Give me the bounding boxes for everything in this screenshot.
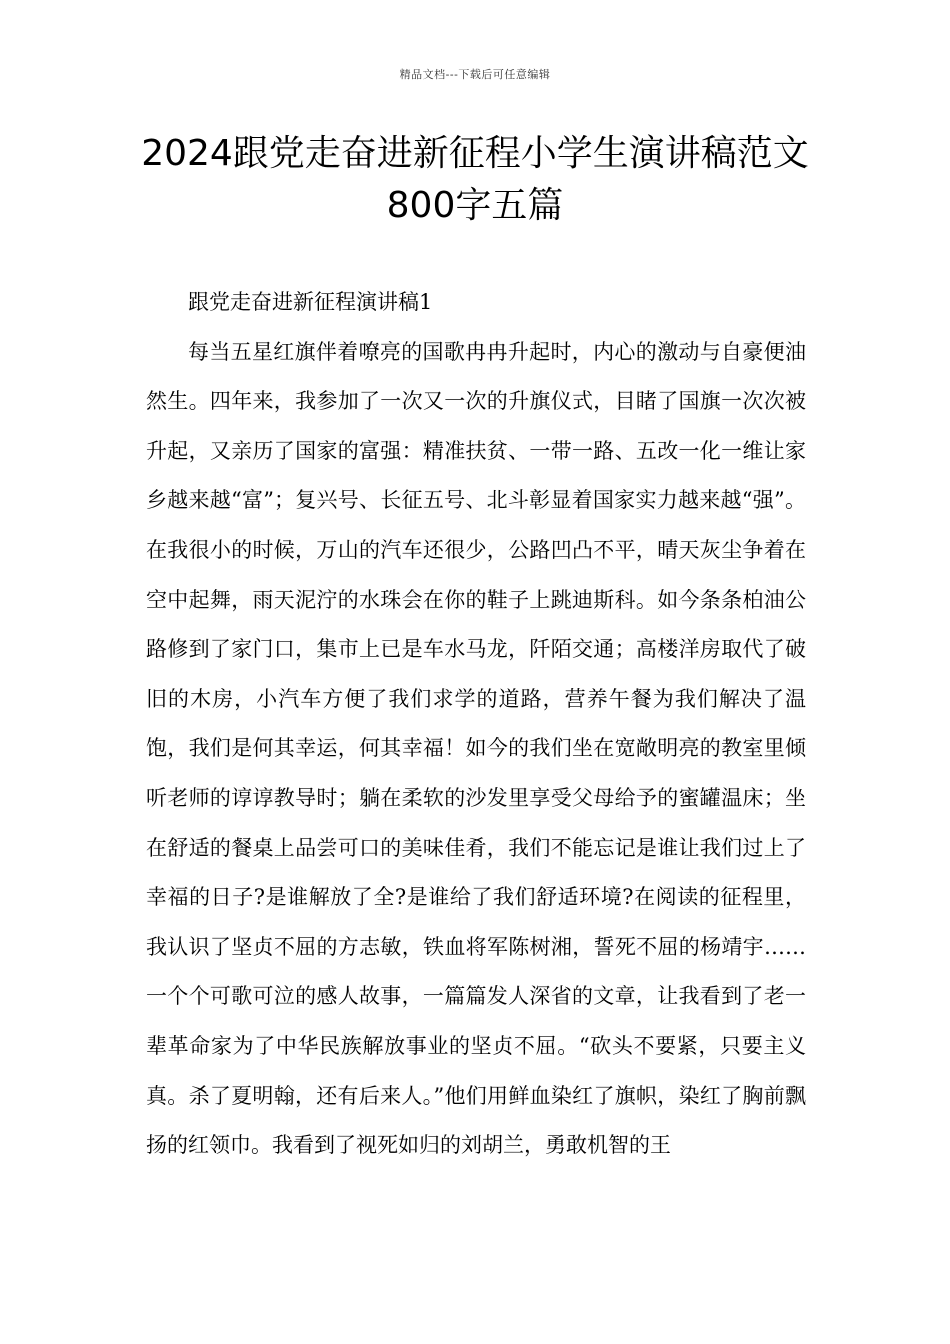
section-heading: 跟党走奋进新征程演讲稿1 — [188, 290, 433, 314]
page-header-note: 精品文档---下载后可任意编辑 — [399, 68, 551, 81]
document-body — [146, 278, 806, 1171]
body-paragraph: 每当五星红旗伴着嘹亮的国歌冉冉升起时，内心的激动与自豪便油然生。四年来，我参加了一次又一次的升旗仪式，目睹了国旗一次次被升起，又亲历了国家的富强：精准扶贫、一带一路、五改一化一维让家乡越来越“富”；复兴号、长征五号、北斗彰显着国家实力越来越“强”。在我很小的时候，万山的汽车还很少，公路凹凸不平，晴天灰尘争着在空中起舞，雨天泥泞的水珠会在你的鞋子上跳迪斯科。如今条条柏油公路修到了家门口，集市上已是车水马龙，阡陌交通；高楼洋房取代了破旧的木房，小汽车方便了我们求学的道路，营养午餐为我们解决了温饱，我们是何其幸运，何其幸福！如今的我们坐在宽敞明亮的教室里倾听老师的谆谆教导时；躺在柔软的沙发里享受父母给予的蜜罐温床；坐在舒适的餐桌上品尝可口的美味佳肴，我们不能忘记是谁让我们过上了幸福的日子?是谁解放了全?是谁给了我们舒适环境?在阅读的征程里，我认识了坚贞不屈的方志敏，铁血将军陈树湘，誓死不屈的杨靖宇……一个个可歌可泣的感人故事，一篇篇发人深省的文章，让我看到了老一辈革命家为了中华民族解放事业的坚贞不屈。“砍头不要紧，只要主义真。杀了夏明翰，还有后来人。”他们用鲜血染红了旗帜，染红了胸前飘扬的红领巾。我看到了视死如归的刘胡兰，勇敢机智的王 — [146, 339, 806, 1158]
document-title: 2024跟党走奋进新征程小学生演讲稿范文800字五篇 — [141, 133, 809, 226]
